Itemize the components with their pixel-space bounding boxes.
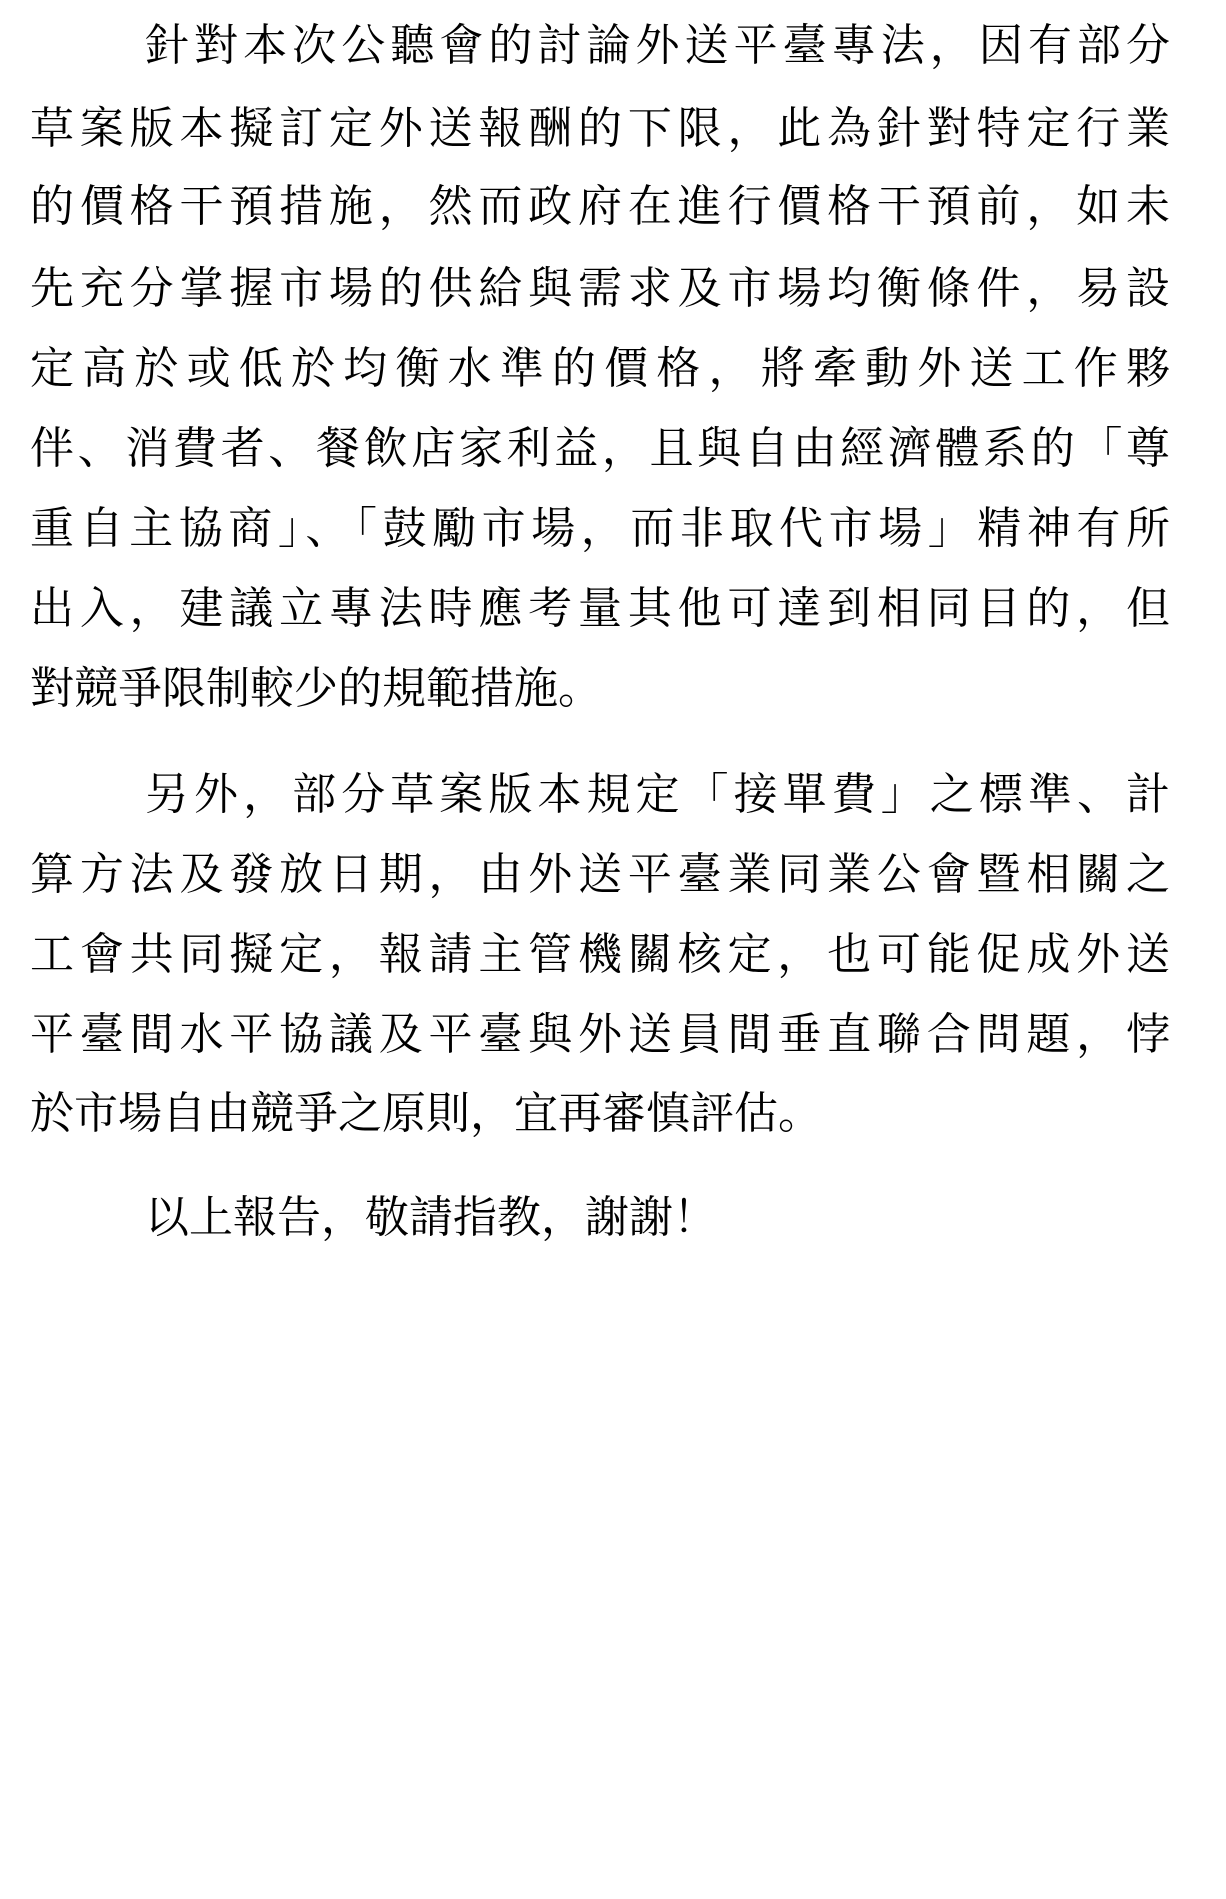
paragraph-1-line-7: 重自主協商」、「鼓勵市場，而非取代市場」精神有所: [30, 503, 1170, 554]
paragraph-2-line-1: 另外，部分草案版本規定「接單費」之標準、計: [145, 769, 1170, 820]
paragraph-2-line-2: 算方法及發放日期，由外送平臺業同業公會暨相關之: [30, 849, 1170, 900]
paragraph-2-line-5: 於市場自由競爭之原則，宜再審慎評估。: [30, 1088, 822, 1139]
paragraph-1-line-9: 對競爭限制較少的規範措施。: [30, 663, 602, 714]
paragraph-2-line-4: 平臺間水平協議及平臺與外送員間垂直聯合問題，悖: [30, 1009, 1170, 1060]
paragraph-1-line-3: 的價格干預措施，然而政府在進行價格干預前，如未: [30, 181, 1170, 232]
paragraph-1-line-8: 出入，建議立專法時應考量其他可達到相同目的，但: [30, 583, 1170, 634]
paragraph-1-line-2: 草案版本擬訂定外送報酬的下限，此為針對特定行業: [30, 103, 1170, 154]
paragraph-1-line-4: 先充分掌握市場的供給與需求及市場均衡條件，易設: [30, 263, 1170, 314]
paragraph-1-line-6: 伴、消費者、餐飲店家利益，且與自由經濟體系的「尊: [30, 423, 1170, 474]
paragraph-2-line-3: 工會共同擬定，報請主管機關核定，也可能促成外送: [30, 929, 1170, 980]
paragraph-1-line-1: 針對本次公聽會的討論外送平臺專法，因有部分: [145, 20, 1170, 71]
paragraph-1-line-5: 定高於或低於均衡水準的價格，將牽動外送工作夥: [30, 343, 1170, 394]
closing-line: 以上報告，敬請指教，謝謝！: [145, 1192, 717, 1243]
